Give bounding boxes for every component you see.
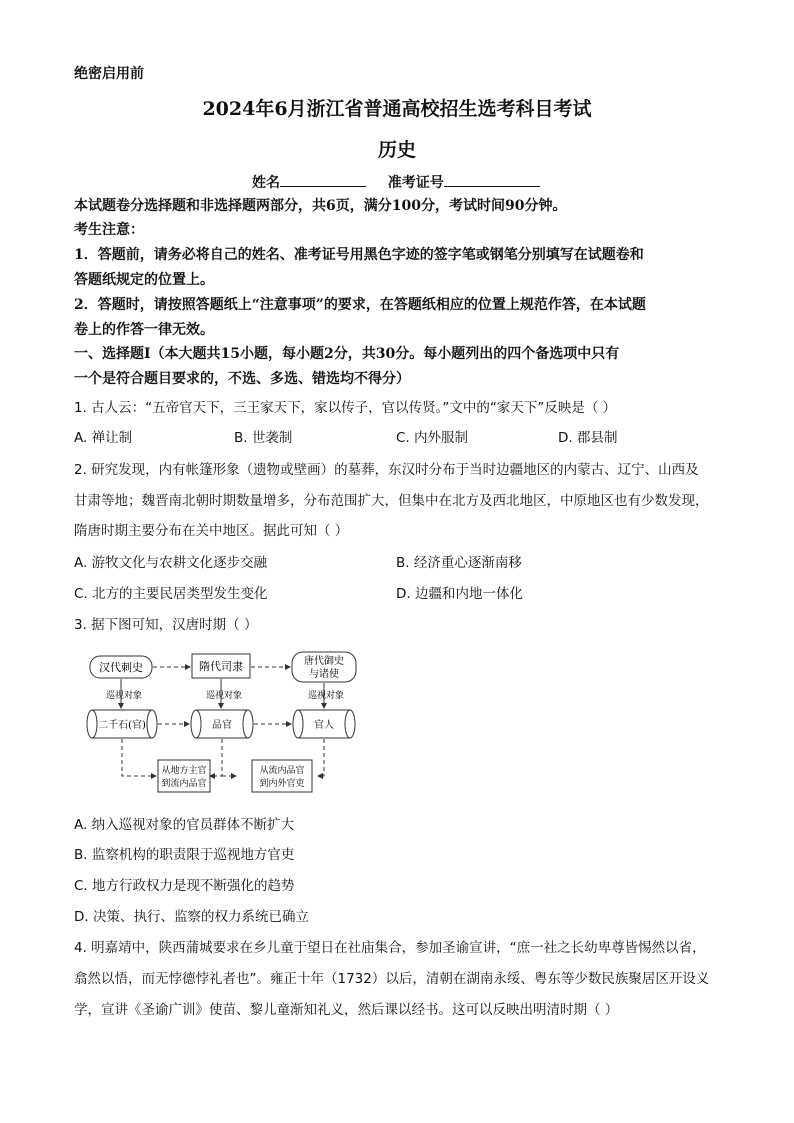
label-pinguan: 品官 — [212, 720, 232, 731]
label-tang-yushi-2: 与诸使 — [309, 669, 339, 680]
exam-title: 2024年6月浙江省普通高校招生选考科目考试 — [202, 98, 592, 120]
section-heading-2: 一个是符合题目要求的，不选、多选、错选均不得分） — [74, 371, 410, 387]
label-tang-yushi-1: 唐代御史 — [304, 656, 344, 667]
label-range-2b: 到内外官吏 — [259, 779, 305, 789]
q4-stem-3: 学，宣讲《圣谕广训》使苗、黎儿童渐知礼义，然后课以经书。这可以反映出明清时期（ ） — [74, 1002, 619, 1018]
notice-2a: 2．答题时，请按照答题纸上“注意事项”的要求，在答题纸相应的位置上规范作答，在本试题 — [74, 297, 646, 313]
q4-stem-1: 4. 明嘉靖中，陕西蒲城要求在乡儿童于望日在社庙集合，参加圣谕宣讲，“庶一社之长幼卑尊皆惕然以省， — [74, 940, 706, 956]
label-target-3: 巡视对象 — [307, 691, 345, 701]
name-label: 姓名 — [252, 175, 280, 191]
q3-option-b: B. 监察机构的职责限于巡视地方官吏 — [74, 847, 295, 863]
q3-option-c: C. 地方行政权力是现不断强化的趋势 — [74, 878, 295, 894]
q1-option-a: A. 禅让制 — [74, 430, 133, 446]
id-blank — [444, 172, 540, 187]
q1-option-c: C. 内外服制 — [396, 430, 469, 446]
label-han-cishi: 汉代刺史 — [99, 661, 143, 674]
label-guanren: 官人 — [314, 720, 334, 731]
label-sui-sili: 隋代司隶 — [199, 660, 243, 673]
q1-option-d: D. 郡县制 — [558, 430, 618, 446]
q2-option-d: D. 边疆和内地一体化 — [396, 586, 523, 602]
subject-title: 历史 — [377, 139, 416, 161]
q2-option-b: B. 经济重心逐渐南移 — [396, 555, 522, 571]
label-ershi: 二千石(官) — [98, 720, 146, 731]
secret-label: 绝密启用前 — [74, 66, 144, 82]
supervision-diagram — [86, 646, 366, 796]
name-blank — [280, 172, 366, 187]
label-range-1a: 从地方主官 — [161, 766, 207, 776]
q1-option-b: B. 世袭制 — [234, 430, 293, 446]
section-heading-1: 一、选择题Ⅰ（本大题共15小题，每小题2分，共30分。每小题列出的四个备选项中只有 — [74, 346, 620, 362]
q1-stem: 1. 古人云：“五帝官天下，三王家天下，家以传子，官以传贤。”文中的“家天下”反映是（ ） — [74, 400, 617, 416]
id-label: 准考证号 — [387, 175, 444, 191]
q3-stem: 3. 据下图可知，汉唐时期（ ） — [74, 617, 258, 633]
q3-option-a: A. 纳入巡视对象的官员群体不断扩大 — [74, 817, 295, 833]
label-range-2a: 从流内品官 — [259, 766, 305, 776]
intro-line: 本试题卷分选择题和非选择题两部分，共6页，满分100分，考试时间90分钟。 — [74, 198, 567, 214]
notice-1b: 答题纸规定的位置上。 — [74, 272, 214, 288]
label-range-1b: 到流内品官 — [161, 779, 207, 789]
q2-option-c: C. 北方的主要民居类型发生变化 — [74, 586, 268, 602]
notice-1a: 1．答题前，请务必将自己的姓名、准考证号用黑色字迹的签字笔或钢笔分别填写在试题卷和 — [74, 247, 644, 263]
q3-option-d: D. 决策、执行、监察的权力系统已确立 — [74, 909, 309, 925]
q2-stem-3: 隋唐时期主要分布在关中地区。据此可知（ ） — [74, 523, 349, 539]
notice-2b: 卷上的作答一律无效。 — [74, 322, 214, 338]
candidate-info — [252, 172, 540, 193]
label-target-1: 巡视对象 — [105, 691, 143, 701]
q2-stem-1: 2. 研究发现，内有帐篷形象（遗物或壁画）的墓葬，东汉时分布于当时边疆地区的内蒙古、辽宁、山西及 — [74, 462, 699, 478]
q2-stem-2: 甘肃等地；魏晋南北朝时期数量增多，分布范围扩大，但集中在北方及西北地区，中原地区也有少数发现， — [74, 493, 709, 509]
label-target-2: 巡视对象 — [205, 691, 243, 701]
q2-option-a: A. 游牧文化与农耕文化逐步交融 — [74, 555, 268, 571]
notice-heading: 考生注意： — [74, 222, 144, 238]
q4-stem-2: 翕然以悟，而无悖德悖礼者也”。雍正十年（1732）以后，清朝在湖南永绥、粤东等少数民族聚居区开设义 — [74, 971, 710, 987]
